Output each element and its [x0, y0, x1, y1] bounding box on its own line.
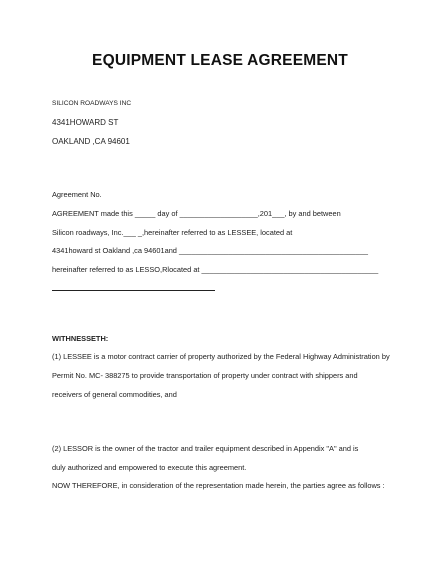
para2-line2: duly authorized and empowered to execute this agreement. [52, 463, 247, 472]
para2-line1: (2) LESSOR is the owner of the tractor and trailer equipment described in Appendix "A" and is [52, 444, 359, 453]
agreement-made-line: AGREEMENT made this _____ day of ___________________,201___, by and between [52, 209, 341, 218]
lessor-line: hereinafter referred to as LESSO,Rlocated at ___________________________________________ [52, 265, 379, 274]
company-city: OAKLAND ,CA 94601 [52, 137, 130, 146]
para1-line2: Permit No. MC- 388275 to provide transportation of property under contract with shippers and [52, 371, 358, 380]
para2-line3: NOW THEREFORE, in consideration of the representation made herein, the parties agree as follows : [52, 481, 385, 490]
para1-line1: (1) LESSEE is a motor contract carrier of property authorized by the Federal Highway Administration by [52, 352, 390, 361]
para1-line3: receivers of general commodities, and [52, 390, 177, 399]
company-name: SILICON ROADWAYS INC [52, 100, 132, 107]
signature-rule [52, 290, 215, 291]
lessee-line: Silicon roadways, Inc.___ _,hereinafter referred to as LESSEE, located at [52, 228, 293, 237]
witnesseth-heading: WITHNESSETH: [52, 334, 109, 343]
company-street: 4341HOWARD ST [52, 118, 119, 127]
document-title: EQUIPMENT LEASE AGREEMENT [92, 52, 348, 69]
address-line: 4341howard st Oakland ,ca 94601and ______________________________________________ [52, 246, 369, 255]
agreement-number: Agreement No. [52, 190, 102, 199]
